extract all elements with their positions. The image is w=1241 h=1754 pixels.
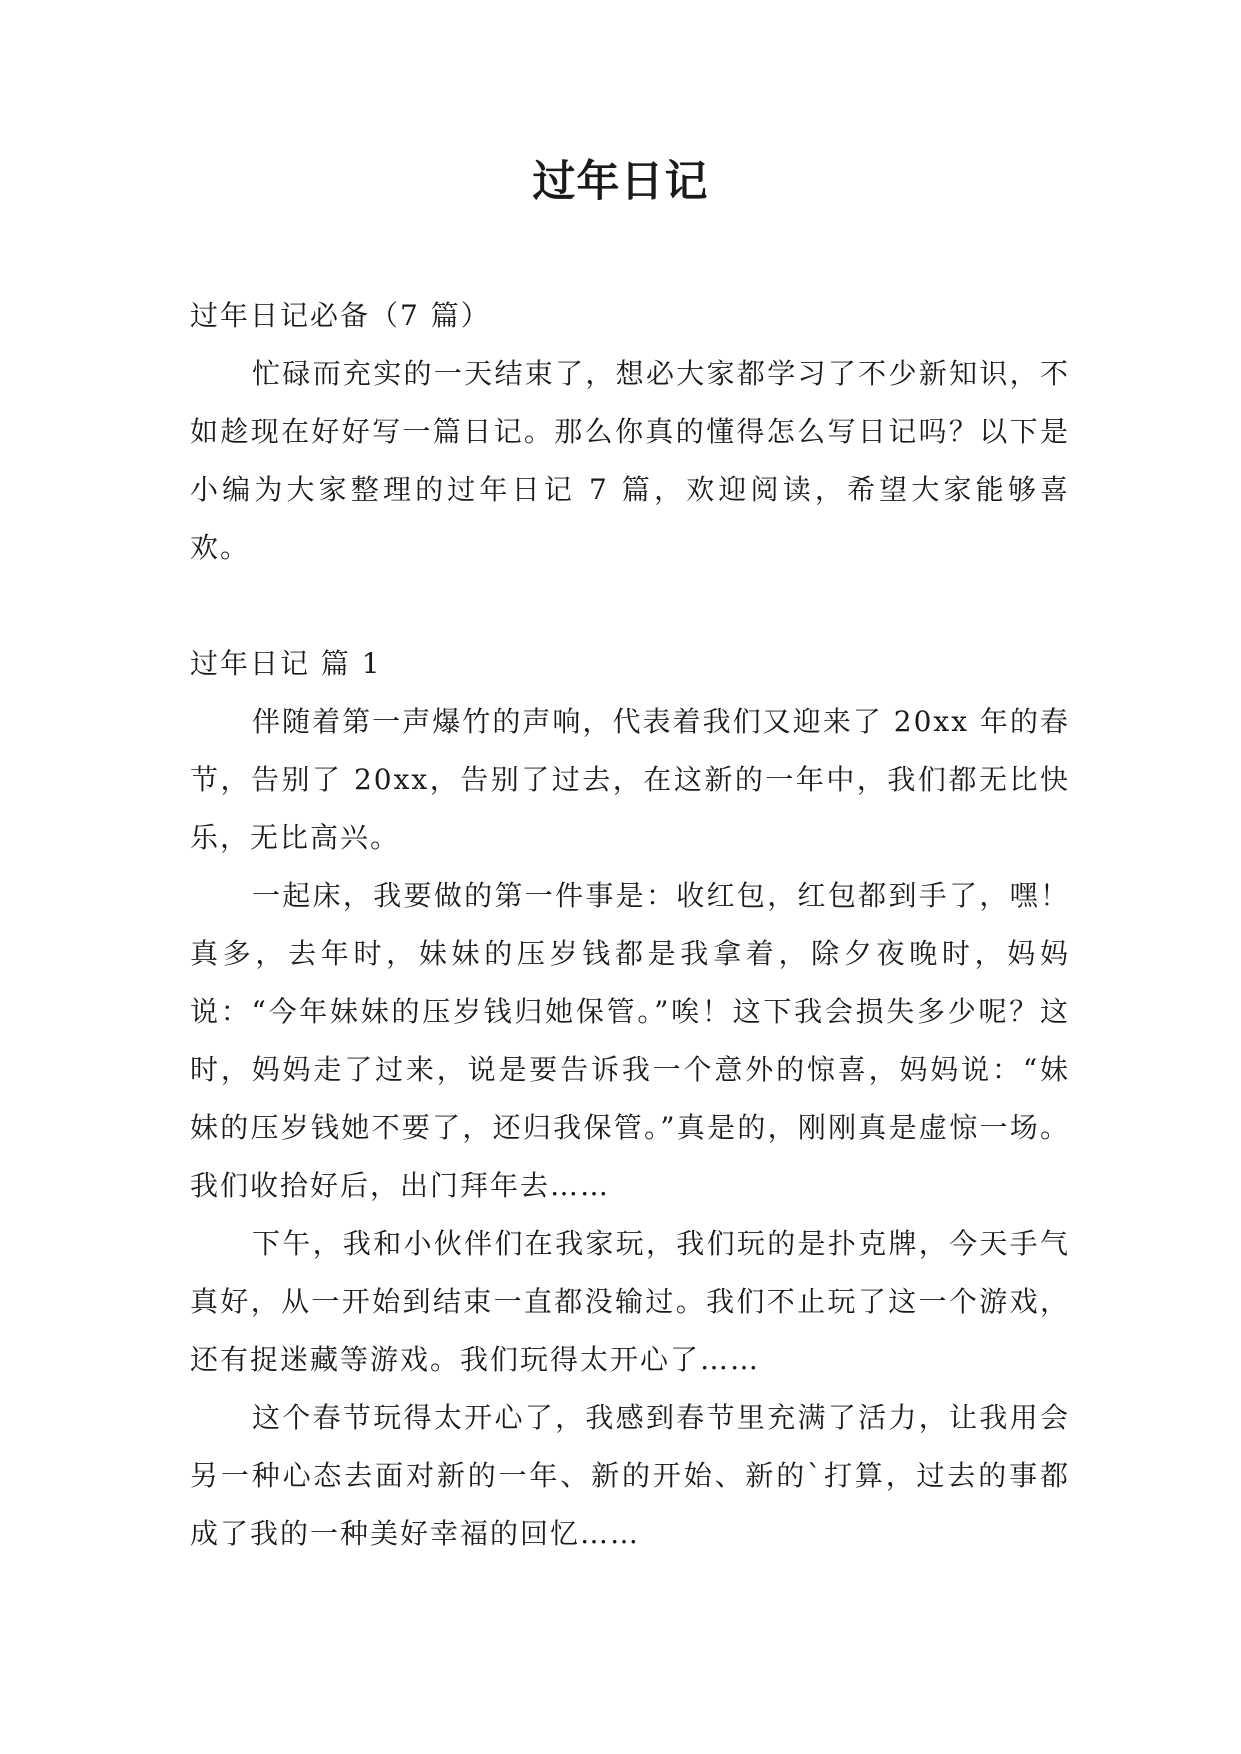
document-body <box>190 287 1070 1563</box>
section-paragraph-4: 这个春节玩得太开心了，我感到春节里充满了活力，让我用会另一种心态去面对新的一年、新的开始、新的`打算，过去的事都成了我的一种美好幸福的回忆…… <box>190 1401 1070 1550</box>
section-paragraph-2: 一起床，我要做的第一件事是：收红包，红包都到手了，嘿！真多，去年时，妹妹的压岁钱都是我拿着，除夕夜晚时，妈妈说：“今年妹妹的压岁钱归她保管。”唉！这下我会损失多少呢？这时，妈妈走了过来，说是要告诉我一个意外的惊喜，妈妈说：“妹妹的压岁钱她不要了，还归我保管。”真是的，刚刚真是虚惊一场。我们收拾好后，出门拜年去…… <box>190 879 1070 1202</box>
section-heading: 过年日记 篇 1 <box>190 647 382 680</box>
document-subtitle: 过年日记必备（7 篇） <box>190 299 491 332</box>
section-paragraph-3: 下午，我和小伙伴们在我家玩，我们玩的是扑克牌，今天手气真好，从一开始到结束一直都没输过。我们不止玩了这一个游戏，还有捉迷藏等游戏。我们玩得太开心了…… <box>190 1227 1070 1376</box>
intro-paragraph: 忙碌而充实的一天结束了，想必大家都学习了不少新知识，不如趁现在好好写一篇日记。那么你真的懂得怎么写日记吗？以下是小编为大家整理的过年日记 7 篇，欢迎阅读，希望大家能够喜欢。 <box>190 357 1070 564</box>
section-spacer <box>190 577 1070 635</box>
section-paragraph-1: 伴随着第一声爆竹的声响，代表着我们又迎来了 20xx 年的春节，告别了 20xx，告别了过去，在这新的一年中，我们都无比快乐，无比高兴。 <box>190 705 1070 854</box>
document-title: 过年日记 <box>532 157 709 207</box>
